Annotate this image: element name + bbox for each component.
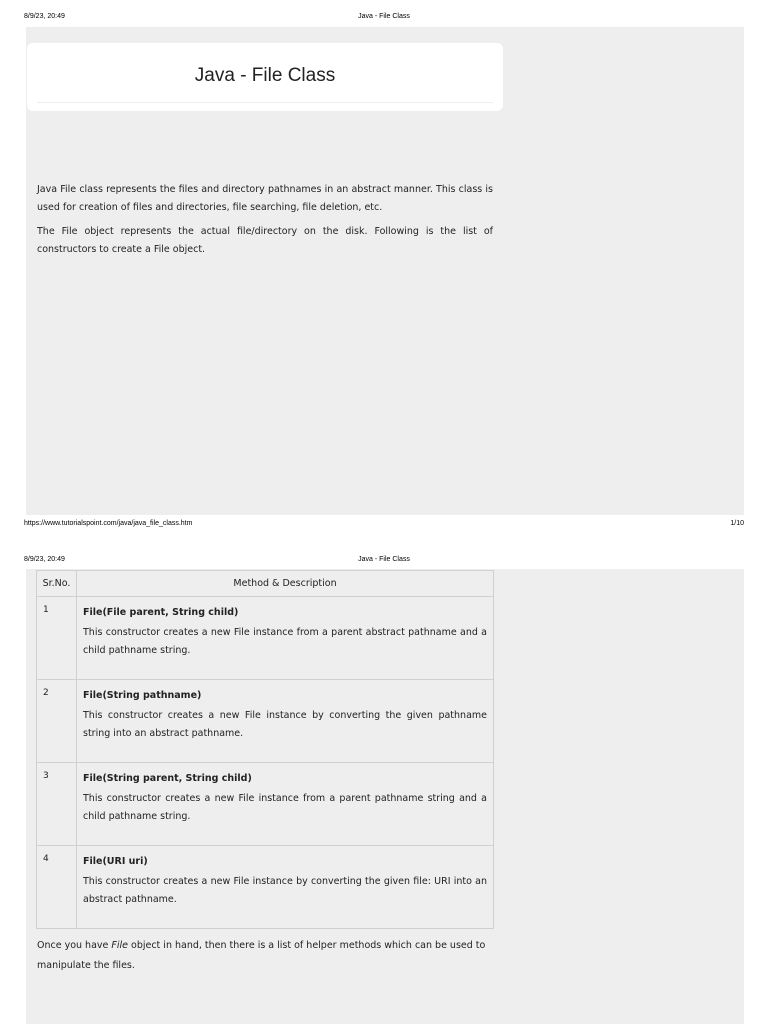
constructor-description: This constructor creates a new File instance by converting the given pathname string into an abstract pathname. — [83, 710, 487, 739]
constructor-signature: File(File parent, String child) — [83, 607, 239, 618]
table-row — [37, 597, 494, 680]
outro-text-after: object in hand, then there is a list of helper methods which can be used to manipulate the files. — [37, 940, 486, 971]
constructor-signature: File(URI uri) — [83, 856, 148, 867]
row-content — [77, 680, 494, 763]
file-object-paragraph: The File object represents the actual file/directory on the disk. Following is the list of constructors to create a File object. — [37, 226, 493, 255]
print-page-number: 1/10 — [730, 520, 744, 527]
row-number: 1 — [37, 597, 77, 680]
table-header-row — [37, 571, 494, 597]
print-title: Java - File Class — [358, 13, 410, 20]
table-row — [37, 763, 494, 846]
constructor-description: This constructor creates a new File instance by converting the given file: URI into an abstract pathname. — [83, 876, 487, 905]
row-number: 2 — [37, 680, 77, 763]
row-number: 4 — [37, 846, 77, 929]
title-divider — [37, 102, 493, 103]
constructors-table — [36, 570, 494, 929]
row-number: 3 — [37, 763, 77, 846]
constructor-description: This constructor creates a new File instance from a parent pathname string and a child pathname string. — [83, 793, 487, 822]
print-datetime: 8/9/23, 20:49 — [24, 13, 65, 20]
print-url: https://www.tutorialspoint.com/java/java_file_class.htm — [24, 520, 193, 527]
row-content — [77, 597, 494, 680]
title-card — [27, 43, 503, 111]
constructor-signature: File(String pathname) — [83, 690, 202, 701]
column-header-method: Method & Description — [77, 571, 494, 597]
print-title: Java - File Class — [358, 556, 410, 563]
intro-paragraph: Java File class represents the files and directory pathnames in an abstract manner. This class is used for creation of files and directories, file searching, file deletion, etc. — [37, 184, 493, 213]
column-header-srno: Sr.No. — [37, 571, 77, 597]
page-title: Java - File Class — [194, 65, 336, 86]
constructor-description: This constructor creates a new File instance from a parent abstract pathname and a child pathname string. — [83, 627, 487, 656]
table-row — [37, 846, 494, 929]
constructor-signature: File(String parent, String child) — [83, 773, 252, 784]
table-row — [37, 680, 494, 763]
outro-text-before: Once you have — [37, 940, 112, 951]
row-content — [77, 763, 494, 846]
print-datetime: 8/9/23, 20:49 — [24, 556, 65, 563]
helper-methods-paragraph — [37, 936, 495, 976]
outro-emphasis: File — [111, 940, 128, 951]
row-content — [77, 846, 494, 929]
